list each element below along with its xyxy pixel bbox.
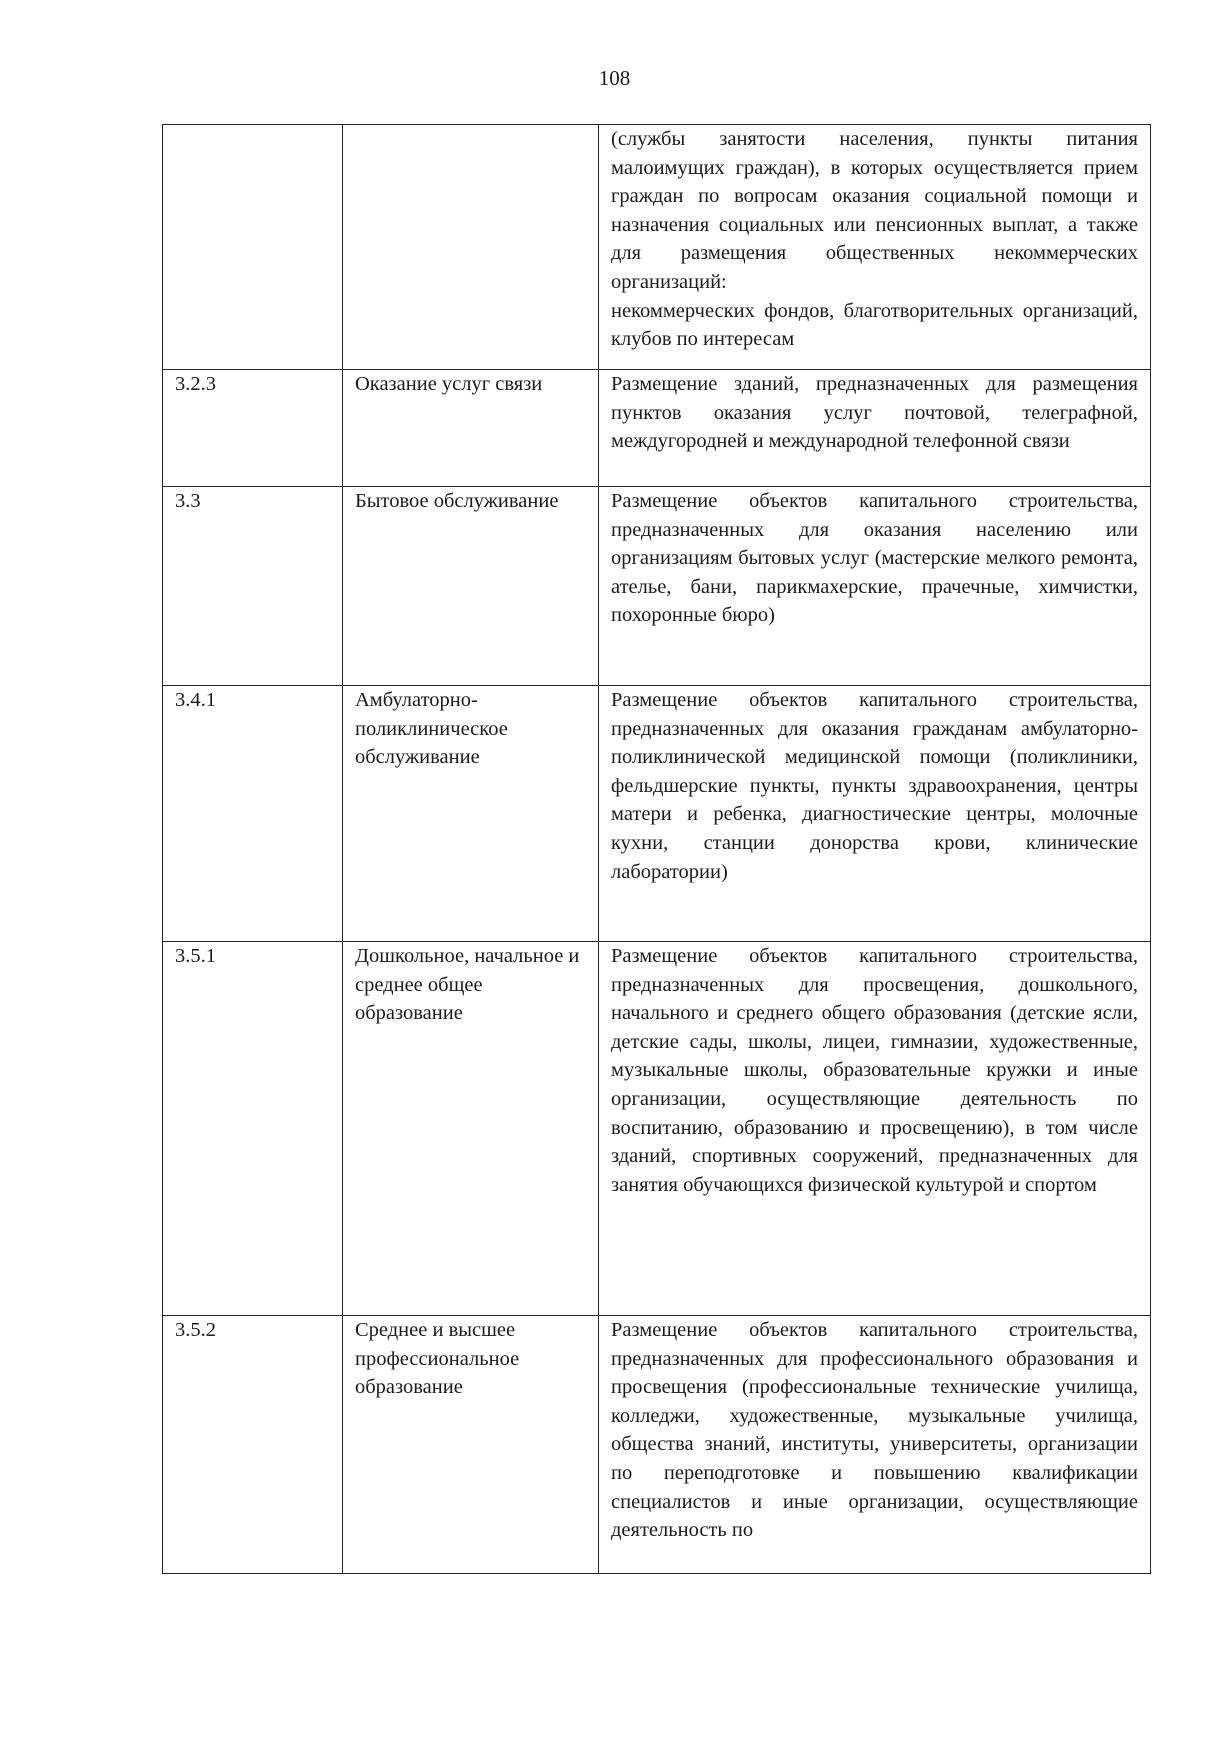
table-row [163,487,1151,686]
table-row [163,1316,1151,1574]
description-paragraph: Размещение объектов капитального строительства, предназначенных для профессионального образования и просвещения (профессиональные технические училища, колледжи, художественные, музыкальные училища, общества знаний, институты, университеты, организации по переподготовке и повышению квалификации специалистов и иные организации, осуществляющие деятельность по [611,1319,1138,1542]
description-cell [599,125,1151,370]
code-cell: 3.5.2 [163,1316,343,1574]
description-cell [599,370,1151,487]
code-cell: 3.4.1 [163,686,343,942]
description-cell [599,686,1151,942]
description-cell [599,942,1151,1316]
name-cell: Бытовое обслуживание [343,487,599,686]
description-paragraph: некоммерческих фондов, благотворительных организаций, клубов по интересам [611,299,1138,351]
code-cell [163,125,343,370]
description-paragraph: Размещение объектов капитального строительства, предназначенных для оказания населению или организациям бытовых услуг (мастерские мелкого ремонта, ателье, бани, парикмахерские, прачечные, химчистки, похоронные бюро) [611,490,1138,627]
land-use-table [162,124,1151,1574]
code-cell: 3.2.3 [163,370,343,487]
table-row [163,942,1151,1316]
name-cell: Амбулаторно-поликлиническое обслуживание [343,686,599,942]
name-cell: Оказание услуг связи [343,370,599,487]
description-paragraph: Размещение объектов капитального строительства, предназначенных для оказания гражданам амбулаторно-поликлинической медицинской помощи (поликлиники, фельдшерские пункты, пункты здравоохранения, центры матери и ребенка, диагностические центры, молочные кухни, станции донорства крови, клинические лаборатории) [611,689,1138,883]
code-cell: 3.3 [163,487,343,686]
table-row [163,370,1151,487]
table-row [163,686,1151,942]
description-paragraph: Размещение объектов капитального строительства, предназначенных для просвещения, дошкольного, начального и среднего общего образования (детские ясли, детские сады, школы, лицеи, гимназии, художественные, музыкальные школы, образовательные кружки и иные организации, осуществляющие деятельность по воспитанию, образованию и просвещению), в том числе зданий, спортивных сооружений, предназначенных для занятия обучающихся физической культурой и спортом [611,945,1138,1196]
description-cell [599,1316,1151,1574]
page-number: 108 [598,66,631,90]
code-cell: 3.5.1 [163,942,343,1316]
description-paragraph: Размещение зданий, предназначенных для размещения пунктов оказания услуг почтовой, телеграфной, междугородней и международной телефонной связи [611,373,1138,453]
description-paragraph: (службы занятости населения, пункты питания малоимущих граждан), в которых осуществляется прием граждан по вопросам оказания социальной помощи и назначения социальных или пенсионных выплат, а также для размещения общественных некоммерческих организаций: [611,128,1138,293]
name-cell [343,125,599,370]
name-cell: Дошкольное, начальное и среднее общее образование [343,942,599,1316]
description-cell [599,487,1151,686]
name-cell: Среднее и высшее профессиональное образование [343,1316,599,1574]
table-row [163,125,1151,370]
